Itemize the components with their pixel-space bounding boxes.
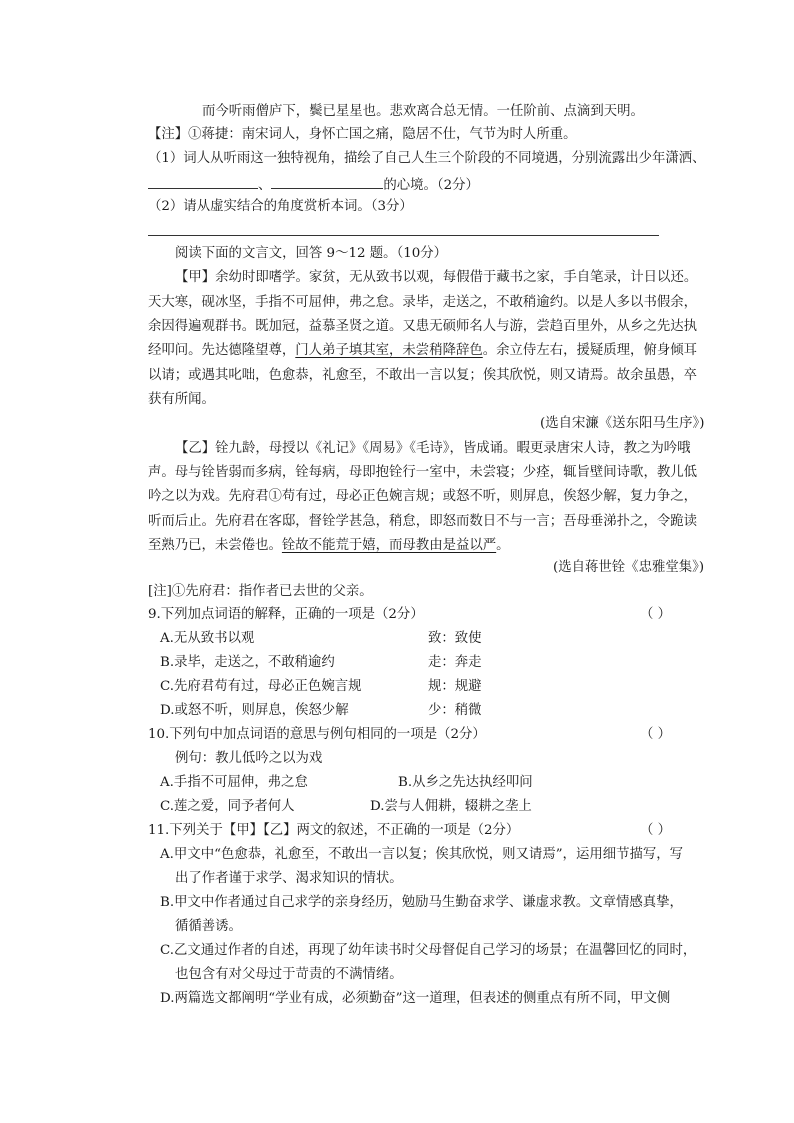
q11-option-a: A.甲文中“色愈恭，礼愈至，不敢出一言以复；俟其欣悦，则又请焉”，运用细节描写，写 — [160, 847, 684, 862]
passage-jia-line: 获有所闻。 — [148, 392, 215, 407]
q10-option-c: C.莲之爱，同予者何人 — [160, 799, 295, 814]
passage-yi-source: (选自蒋世铨《忠雅堂集》) — [553, 560, 705, 575]
passage-jia-line: 余因得遍观群书。既加冠，益慕圣贤之道。又患无硕师名人与游，尝趋百里外，从乡之先达执 — [148, 319, 698, 334]
answer-parentheses[interactable]: （ ） — [640, 607, 672, 622]
poem-question-1: （1）词人从听雨这一独特视角，描绘了自己人生三个阶段的不同境遇，分别流露出少年潇洒、 — [148, 151, 706, 166]
q10-option-d: D.尝与人佣耕，辍耕之垄上 — [370, 799, 532, 814]
passage-jia-line: 天大寒，砚冰坚，手指不可屈伸，弗之怠。录毕，走送之，不敢稍逾约。以是人多以书假余， — [148, 295, 698, 310]
passage-jia-source: (选自宋濂《送东阳马生序》) — [540, 416, 705, 431]
q9-option-d-gloss: 少：稍微 — [428, 703, 482, 718]
passage-jia-line: 以请；或遇其叱咄，色愈恭，礼愈至，不敢出一言以复；俟其欣悦，则又请焉。故余虽愚，卒 — [148, 368, 698, 383]
answer-parentheses[interactable]: （ ） — [640, 823, 672, 838]
q9-option-a-gloss: 致：致使 — [428, 631, 482, 646]
poem-question-1-blanks: 、 的心境。（2分） — [148, 173, 479, 196]
q9-option-c: C.先府君苟有过，母必正色婉言规 — [160, 679, 362, 694]
poem-question-2: （2）请从虚实结合的角度赏析本词。（3分） — [148, 199, 413, 214]
q9-option-a: A.无从致书以观 — [160, 631, 255, 646]
footnote: [注]①先府君：指作者已去世的父亲。 — [148, 584, 373, 599]
q9-option-b: B.录毕，走送之，不敢稍逾约 — [160, 655, 335, 670]
passage-yi-line: 【乙】铨九龄，母授以《礼记》《周易》《毛诗》，皆成诵。暇更录唐宋人诗，教之为吟哦 — [175, 441, 691, 456]
passage-jia-line: 经叩问。先达德隆望尊，门人弟子填其室，未尝稍降辞色。余立侍左右，援疑质理，俯身倾耳 — [148, 343, 698, 358]
q11-option-c: C.乙文通过作者的自述，再现了幼年读书时父母督促自己学习的场景；在温馨回忆的同时， — [160, 943, 697, 958]
q11-option-c-cont: 也包含有对父母过于苛责的不满情绪。 — [175, 967, 403, 982]
q10-option-a: A.手指不可屈伸，弗之怠 — [160, 775, 308, 790]
reading-intro: 阅读下面的文言文，回答 9～12 题。（10分） — [175, 246, 448, 261]
q10-option-b: B.从乡之先达执经叩问 — [398, 775, 533, 790]
answer-parentheses[interactable]: （ ） — [640, 727, 672, 742]
underlined-sentence: 铨故不能荒于嬉，而母教由是益以严 — [281, 538, 497, 553]
passage-jia-line: 【甲】余幼时即嗜学。家贫，无从致书以观，每假借于藏书之家，手自笔录，计日以还。 — [175, 270, 698, 285]
poem-annotation: 【注】①蒋捷：南宋词人，身怀亡国之痛，隐居不仕，气节为时人所重。 — [148, 127, 577, 142]
answer-blank[interactable] — [271, 173, 383, 189]
passage-yi-line: 至熟乃已，未尝倦也。铨故不能荒于嬉，而母教由是益以严。 — [148, 538, 510, 553]
passage-yi-line: 声。母与铨皆弱而多病，铨每病，母即抱铨行一室中，未尝寝；少痊，辄旨壁间诗歌，教儿低 — [148, 465, 698, 480]
passage-yi-line: 听而后止。先府君在客邸，督铨学甚急，稍怠，即怒而数日不与一言；吾母垂涕扑之，令跪读 — [148, 514, 698, 529]
q11-option-d: D.两篇选文都阐明“学业有成，必须勤奋”这一道理，但表述的侧重点有所不同，甲文侧 — [160, 991, 671, 1006]
question-11-stem: 11.下列关于【甲】【乙】两文的叙述，不正确的一项是（2分） — [148, 823, 520, 838]
question-10-stem: 10.下列句中加点词语的意思与例句相同的一项是（2分） — [148, 727, 486, 742]
q11-option-b-cont: 循循善诱。 — [175, 919, 242, 934]
passage-yi-line: 吟之以为戏。先府君①苟有过，母必正色婉言规；或怒不听，则屏息，俟怒少解，复力争之， — [148, 489, 698, 504]
q11-option-a-cont: 出了作者谨于求学、渴求知识的情状。 — [175, 871, 403, 886]
q11-option-b: B.甲文中作者通过自己求学的亲身经历，勉励马生勤奋求学、谦虚求教。文章情感真挚， — [160, 895, 683, 910]
q9-option-b-gloss: 走：奔走 — [428, 655, 482, 670]
question-9-stem: 9.下列加点词语的解释，正确的一项是（2分） — [148, 607, 424, 622]
poem-last-line: 而今听雨僧庐下，鬓已星星也。悲欢离合总无情。一任阶前、点滴到天明。 — [202, 104, 644, 119]
q9-option-c-gloss: 规：规避 — [428, 679, 482, 694]
answer-line[interactable] — [148, 235, 659, 236]
answer-blank[interactable] — [148, 173, 258, 189]
q9-option-d: D.或怒不听，则屏息，俟怒少解 — [160, 703, 349, 718]
underlined-sentence: 门人弟子填其室，未尝稍降辞色 — [295, 343, 483, 358]
q10-example: 例句：教儿低吟之以为戏 — [175, 751, 323, 766]
